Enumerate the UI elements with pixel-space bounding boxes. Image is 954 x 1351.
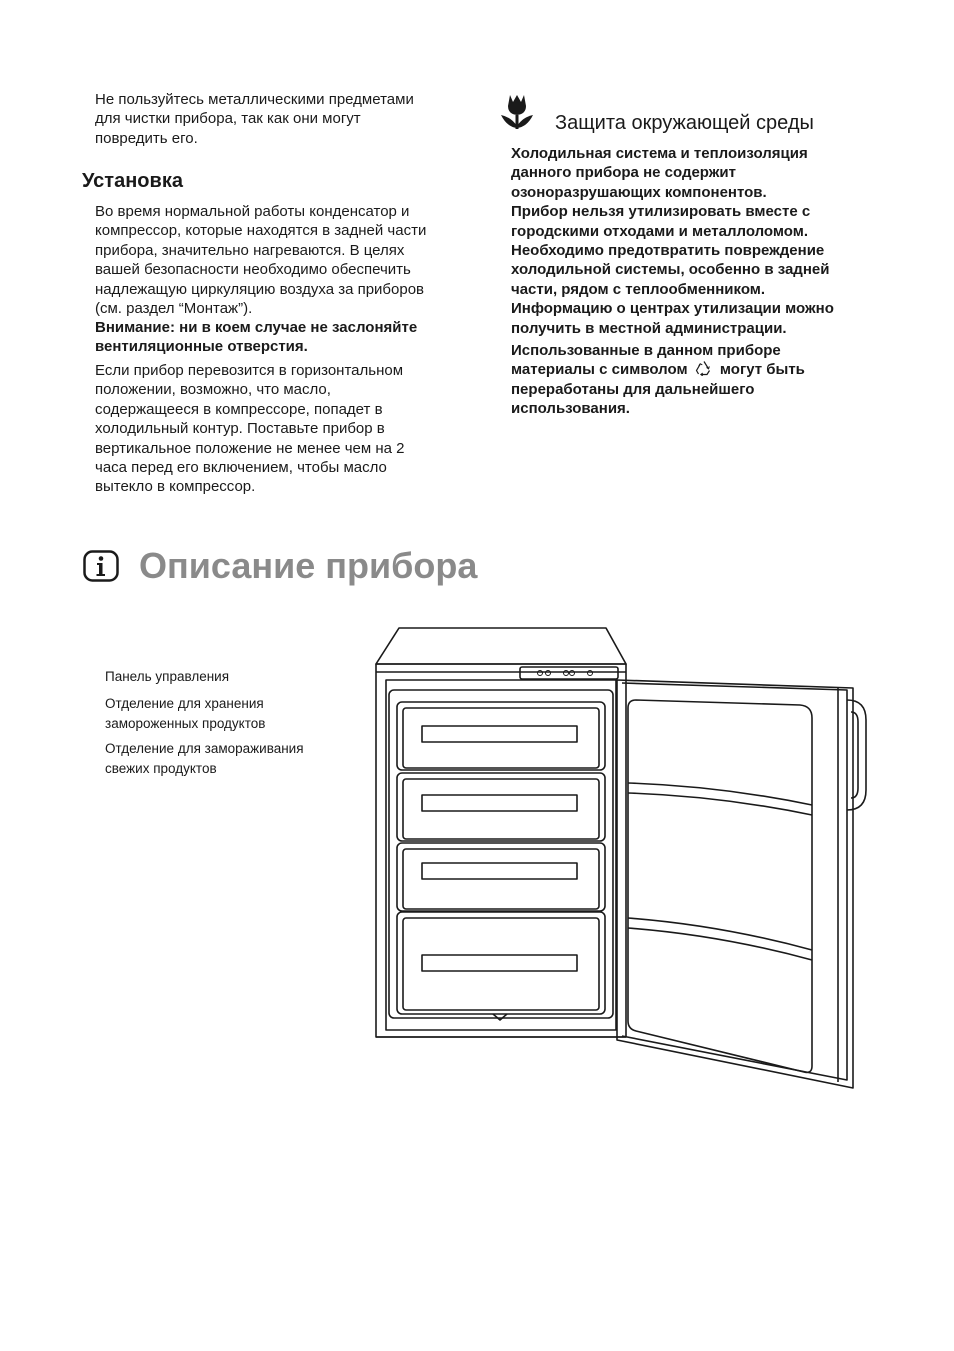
label-line: Отделение для хранения <box>105 696 264 711</box>
install-line: Если прибор перевозится в горизонтальном <box>95 362 404 379</box>
install-line: вытекло в компрессор. <box>95 478 256 496</box>
intro-line: Не пользуйтесь металлическими предметами <box>95 91 414 108</box>
label-control-panel: Панель управления <box>105 669 230 684</box>
install-paragraph-1 <box>95 202 426 318</box>
label-line: свежих продуктов <box>105 760 217 776</box>
install-line: вертикальное положение не менее чем на 2 <box>95 439 405 457</box>
intro-line: повредить его. <box>95 129 198 147</box>
freezer-illustration <box>370 622 875 1094</box>
info-icon <box>83 550 119 582</box>
install-line: Во время нормальной работы конденсатор и <box>95 203 410 220</box>
env-line: городскими отходами и металлоломом. <box>511 222 809 240</box>
env-line: части, рядом с теплообменником. <box>511 280 766 298</box>
label-line: замороженных продуктов <box>105 715 266 731</box>
environment-paragraph-2 <box>511 341 805 419</box>
env-line <box>511 360 805 379</box>
install-line: содержащееся в компрессоре, попадет в <box>95 400 383 418</box>
env-line: переработаны для дальнейшего <box>511 380 755 398</box>
env-line: холодильной системы, особенно в задней <box>511 261 830 279</box>
intro-text <box>95 90 414 148</box>
environment-heading: Защита окружающей среды <box>555 112 814 134</box>
env-line: получить в местной администрации. <box>511 319 787 337</box>
install-heading: Установка <box>82 170 183 192</box>
label-line: Отделение для замораживания <box>105 741 304 756</box>
env-line: Прибор нельзя утилизировать вместе с <box>511 203 811 221</box>
label-freezing <box>105 739 304 778</box>
ventilation-warning <box>95 318 417 357</box>
install-line: часа перед его включением, чтобы масло <box>95 459 387 477</box>
env-line: Холодильная система и теплоизоляция <box>511 145 808 162</box>
install-line: надлежащую циркуляцию воздуха за приборов <box>95 280 425 298</box>
install-line: (см. раздел “Монтаж”). <box>95 300 253 318</box>
env-line: Использованные в данном приборе <box>511 342 781 359</box>
install-line: вашей безопасности необходимо обеспечить <box>95 261 411 279</box>
warning-line: вентиляционные отверстия. <box>95 338 308 356</box>
env-line: Необходимо предотвратить повреждение <box>511 242 825 260</box>
environment-paragraph-1 <box>511 144 834 338</box>
env-line: озоноразрушающих компонентов. <box>511 183 767 201</box>
env-line-part: могут быть <box>719 361 805 379</box>
install-paragraph-2 <box>95 361 404 497</box>
warning-line: Внимание: ни в коем случае не заслоняйте <box>95 319 418 336</box>
label-frozen-storage <box>105 694 265 733</box>
install-line: компрессор, которые находятся в задней части <box>95 222 427 240</box>
install-line: прибора, значительно нагреваются. В целях <box>95 241 405 259</box>
tulip-icon <box>497 93 539 133</box>
recycle-icon <box>695 360 713 376</box>
intro-line: для чистки прибора, так как они могут <box>95 110 361 128</box>
install-line: положении, возможно, что масло, <box>95 381 331 399</box>
install-line: холодильный контур. Поставьте прибор в <box>95 420 385 438</box>
env-line-part: материалы с символом <box>511 361 688 379</box>
section-title: Описание прибора <box>139 545 478 586</box>
env-line: данного прибора не содержит <box>511 164 736 182</box>
env-line: Информацию о центрах утилизации можно <box>511 300 834 318</box>
env-line: использования. <box>511 400 630 418</box>
